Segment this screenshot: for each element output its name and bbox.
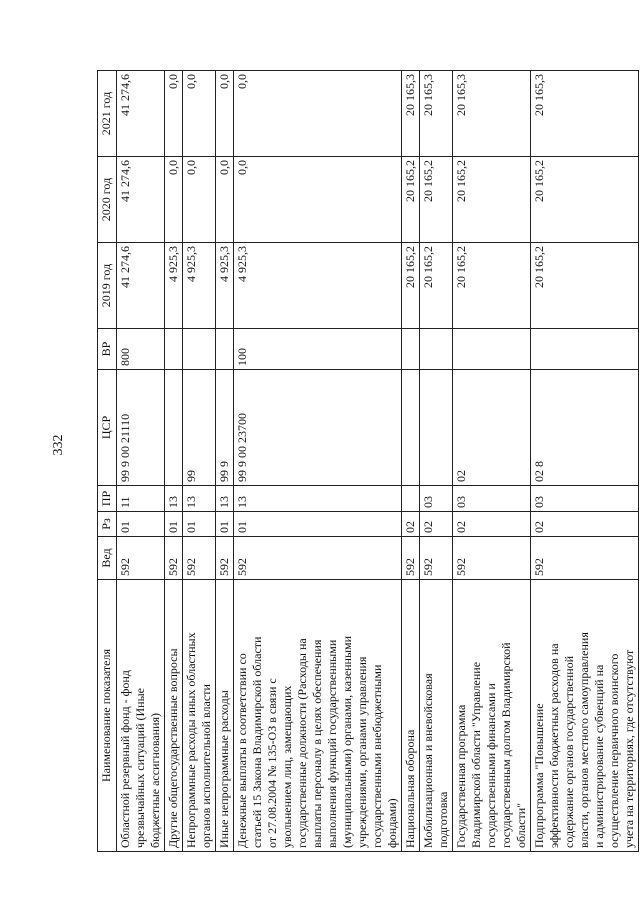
- indicator-name-line: выполнения функций государственными: [325, 639, 339, 848]
- value-2019-cell: 20 165,2: [531, 243, 639, 329]
- indicator-name-line: Национальная оборона: [403, 729, 417, 848]
- value-2020-cell: 20 165,2: [453, 157, 531, 243]
- indicator-name-line: Мобилизационная и вневойсковая: [421, 673, 435, 848]
- value-2021-cell: 20 165,3: [531, 71, 639, 157]
- csr-cell: 99 9 00 23700: [234, 370, 402, 486]
- table-row: [453, 71, 531, 852]
- page-number: 332: [51, 434, 66, 456]
- table-row: [420, 71, 453, 852]
- indicator-name-line: Другие общегосударственные вопросы: [166, 648, 180, 848]
- header-csr: ЦСР: [98, 370, 117, 486]
- value-2019-cell: 4 925,3: [234, 243, 402, 329]
- table-row: [183, 71, 216, 852]
- indicator-name-line: увольнением лиц, замещающих: [280, 685, 294, 848]
- csr-cell: [402, 370, 420, 486]
- vr-cell: [420, 329, 453, 370]
- vr-cell: [531, 329, 639, 370]
- budget-table: [97, 70, 639, 852]
- pr-cell: 13: [165, 486, 183, 512]
- indicator-name-cell: [183, 580, 216, 852]
- indicator-name-line: и администрирование субвенций на: [592, 664, 606, 848]
- indicator-name-line: органов исполнительной власти: [199, 684, 213, 848]
- rz-cell: 02: [402, 512, 420, 537]
- pr-cell: 13: [216, 486, 234, 512]
- csr-cell: [420, 370, 453, 486]
- indicator-name-line: Иные непрограммные расходы: [217, 690, 231, 848]
- value-2020-cell: 0,0: [183, 157, 216, 243]
- value-2019-cell: 20 165,2: [420, 243, 453, 329]
- indicator-name-line: выплаты персоналу в целях обеспечения: [310, 639, 324, 848]
- ved-cell: 592: [531, 537, 639, 580]
- value-2021-cell: 0,0: [165, 71, 183, 157]
- indicator-name-line: государственными внебюджетными: [370, 664, 384, 848]
- indicator-name-line: Подпрограмма "Повышение: [532, 703, 546, 848]
- header-vr: ВР: [98, 329, 117, 370]
- header-rz: Рз: [98, 512, 117, 537]
- table-row: [165, 71, 183, 852]
- vr-cell: [183, 329, 216, 370]
- rz-cell: 02: [453, 512, 531, 537]
- indicator-name-line: власти, органов местного самоуправления: [577, 632, 591, 848]
- csr-cell: 02 8: [531, 370, 639, 486]
- table-row: [234, 71, 402, 852]
- value-2021-cell: 20 165,3: [453, 71, 531, 157]
- indicator-name-cell: [216, 580, 234, 852]
- indicator-name-line: эффективности бюджетных расходов на: [547, 643, 561, 848]
- indicator-name-line: учета на территориях, где отсутствуют: [622, 649, 636, 848]
- vr-cell: [216, 329, 234, 370]
- pr-cell: [402, 486, 420, 512]
- table-header-row: [98, 71, 117, 852]
- value-2020-cell: 20 165,2: [402, 157, 420, 243]
- pr-cell: 03: [453, 486, 531, 512]
- table-row: [402, 71, 420, 852]
- header-2019: 2019 год: [98, 243, 117, 329]
- indicator-name-line: подготовка: [436, 791, 450, 848]
- ved-cell: 592: [420, 537, 453, 580]
- indicator-name-line: Областной резервный фонд - фонд: [118, 670, 132, 848]
- indicator-name-line: содержание органов государственной: [562, 655, 576, 848]
- ved-cell: 592: [402, 537, 420, 580]
- value-2021-cell: 0,0: [234, 71, 402, 157]
- indicator-name-line: Денежные выплаты в соответствии со: [235, 653, 249, 848]
- value-2021-cell: 0,0: [183, 71, 216, 157]
- indicator-name-line: области": [514, 802, 528, 848]
- ved-cell: 592: [165, 537, 183, 580]
- indicator-name-line: чрезвычайных ситуаций (Иные: [133, 688, 147, 848]
- value-2020-cell: 0,0: [216, 157, 234, 243]
- value-2019-cell: 41 274,6: [117, 243, 165, 329]
- indicator-name-line: фондами): [385, 798, 399, 848]
- header-pr: ПР: [98, 486, 117, 512]
- rz-cell: 02: [420, 512, 453, 537]
- table-row: [117, 71, 165, 852]
- vr-cell: [165, 329, 183, 370]
- indicator-name-line: осуществление первичного воинского: [607, 653, 621, 848]
- pr-cell: 03: [531, 486, 639, 512]
- rz-cell: 01: [234, 512, 402, 537]
- header-2021: 2021 год: [98, 71, 117, 157]
- value-2021-cell: 20 165,3: [402, 71, 420, 157]
- indicator-name-line: учреждениями, органами управления: [355, 656, 369, 848]
- pr-cell: 13: [234, 486, 402, 512]
- ved-cell: 592: [216, 537, 234, 580]
- value-2019-cell: 4 925,3: [183, 243, 216, 329]
- value-2020-cell: 20 165,2: [420, 157, 453, 243]
- value-2019-cell: 20 165,2: [453, 243, 531, 329]
- indicator-name-cell: [531, 580, 639, 852]
- vr-cell: [453, 329, 531, 370]
- rz-cell: 01: [165, 512, 183, 537]
- table-body: [117, 71, 639, 852]
- ved-cell: 592: [117, 537, 165, 580]
- rz-cell: 01: [216, 512, 234, 537]
- indicator-name-line: (муниципальными) органами, казенными: [340, 635, 354, 848]
- header-2020: 2020 год: [98, 157, 117, 243]
- indicator-name-cell: [420, 580, 453, 852]
- indicator-name-line: Владимирской области "Управление: [469, 661, 483, 848]
- table-row: [216, 71, 234, 852]
- vr-cell: [402, 329, 420, 370]
- table-row: [531, 71, 639, 852]
- value-2020-cell: 20 165,2: [531, 157, 639, 243]
- rotated-page: [97, 71, 636, 852]
- value-2021-cell: 0,0: [216, 71, 234, 157]
- rz-cell: 02: [531, 512, 639, 537]
- indicator-name-cell: [453, 580, 531, 852]
- indicator-name-line: Непрограммные расходы иных областных: [184, 632, 198, 848]
- indicator-name-line: бюджетные ассигнования): [148, 712, 162, 848]
- csr-cell: 99 9 00 21110: [117, 370, 165, 486]
- csr-cell: 99: [183, 370, 216, 486]
- value-2020-cell: 0,0: [234, 157, 402, 243]
- indicator-name-line: государственными финансами и: [484, 683, 498, 848]
- value-2019-cell: 4 925,3: [165, 243, 183, 329]
- ved-cell: 592: [234, 537, 402, 580]
- vr-cell: 100: [234, 329, 402, 370]
- value-2021-cell: 20 165,3: [420, 71, 453, 157]
- value-2021-cell: 41 274,6: [117, 71, 165, 157]
- indicator-name-line: государственные должности (Расходы на: [295, 638, 309, 848]
- indicator-name-cell: [402, 580, 420, 852]
- indicator-name-line: от 27.08.2004 № 135-ОЗ в связи с: [265, 678, 279, 848]
- csr-cell: 02: [453, 370, 531, 486]
- csr-cell: [165, 370, 183, 486]
- pr-cell: 13: [183, 486, 216, 512]
- indicator-name-line: Государственная программа: [454, 704, 468, 848]
- rz-cell: 01: [117, 512, 165, 537]
- rz-cell: 01: [183, 512, 216, 537]
- vr-cell: 800: [117, 329, 165, 370]
- ved-cell: 592: [183, 537, 216, 580]
- value-2020-cell: 0,0: [165, 157, 183, 243]
- indicator-name-line: статьей 15 Закона Владимирской области: [250, 636, 264, 848]
- csr-cell: 99 9: [216, 370, 234, 486]
- indicator-name-cell: [165, 580, 183, 852]
- header-ved: Вед: [98, 537, 117, 580]
- indicator-name-cell: [234, 580, 402, 852]
- value-2019-cell: 4 925,3: [216, 243, 234, 329]
- indicator-name-cell: [117, 580, 165, 852]
- header-name: Наименование показателя: [98, 580, 117, 852]
- ved-cell: 592: [453, 537, 531, 580]
- value-2019-cell: 20 165,2: [402, 243, 420, 329]
- value-2020-cell: 41 274,6: [117, 157, 165, 243]
- pr-cell: 03: [420, 486, 453, 512]
- pr-cell: 11: [117, 486, 165, 512]
- indicator-name-line: государственным долгом Владимирской: [499, 642, 513, 848]
